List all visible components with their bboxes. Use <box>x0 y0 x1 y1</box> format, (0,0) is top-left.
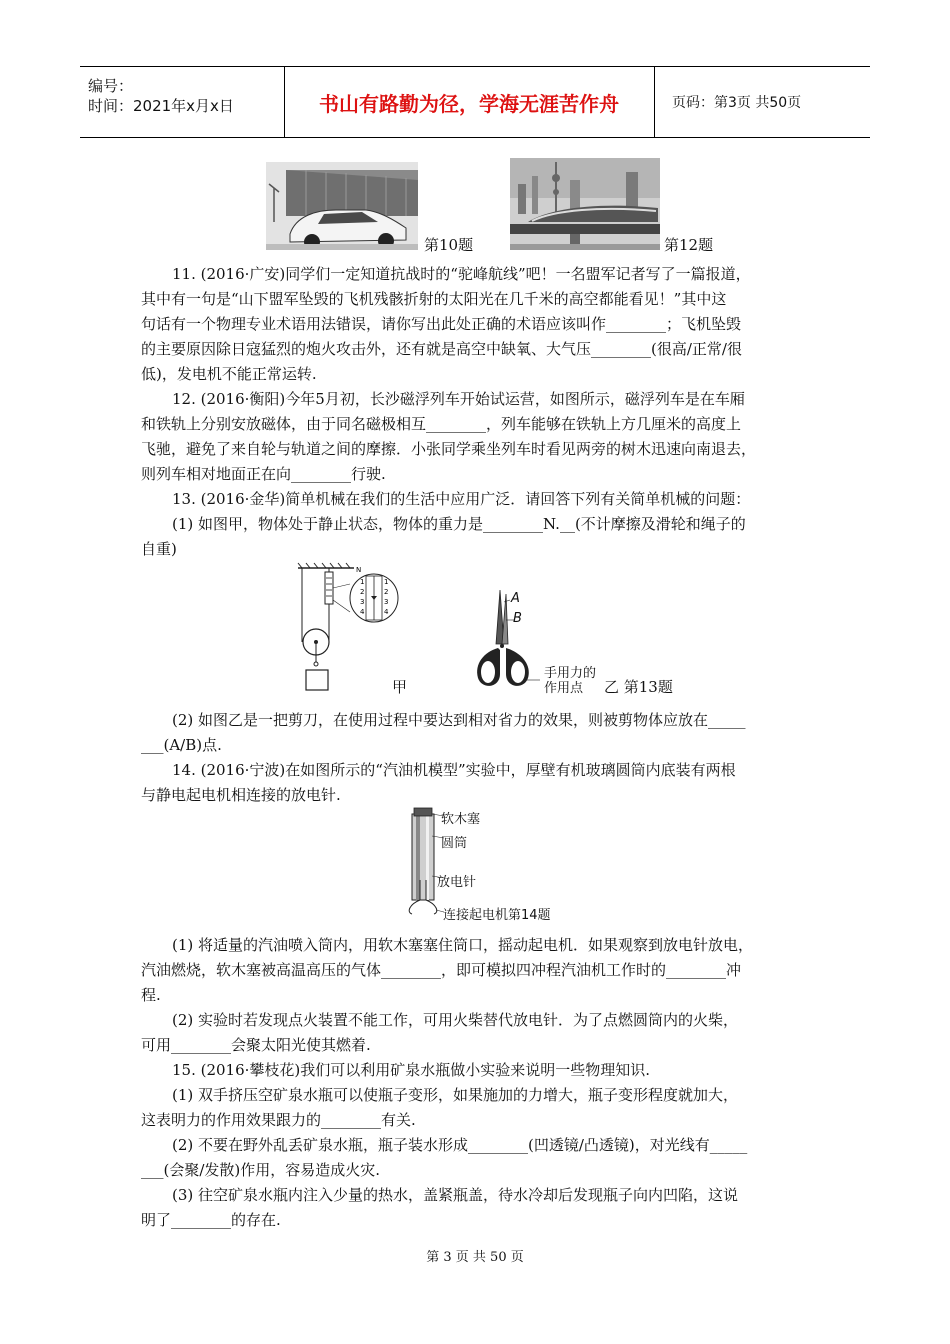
q15-2-line2: ___(会聚/发散)作用，容易造成火灾. <box>141 1161 381 1179</box>
page-info: 页码：第3页 共50页 <box>672 95 802 111</box>
scale-tick-left: 3 <box>360 598 365 606</box>
q11-line2: 其中有一句是“山下盟军坠毁的飞机残骸折射的太阳光在几千米的高空都能看见！”其中这 <box>141 290 727 308</box>
force-point-label-2: 作用点 <box>544 681 584 696</box>
q14-line1: 14. (2016·宁波)在如图所示的“汽油机模型”实验中，厚壁有机玻璃圆筒内底装有两根 <box>172 761 736 779</box>
force-point-label-1: 手用力的 <box>544 666 597 681</box>
q13-1-line1: (1) 如图甲，物体处于静止状态，物体的重力是________N.__(不计摩擦及滑轮和绳子的 <box>172 515 746 533</box>
q15-1-line1: (1) 双手挤压空矿泉水瓶可以使瓶子变形，如果施加的力增大，瓶子变形程度就加大， <box>172 1086 739 1104</box>
q12-line3: 飞驰，避免了来自轮与轨道之间的摩擦．小张同学乘坐列车时看见两旁的树木迅速向南退去， <box>141 440 757 458</box>
q14-1-line3: 程. <box>141 986 161 1004</box>
q12-line2: 和铁轨上分别安放磁体，由于同名磁极相互________，列车能够在铁轨上方几厘米的高度上 <box>141 415 742 433</box>
fig10-caption: 第10题 <box>424 236 474 254</box>
q13-1-line2: 自重) <box>141 540 177 558</box>
q11-line1: 11. (2016·广安)同学们一定知道抗战时的“驼峰航线”吧！一名盟军记者写了一篇报道， <box>172 265 751 283</box>
q14-1-line1: (1) 将适量的汽油喷入筒内，用软木塞塞住筒口，摇动起电机．如果观察到放电针放电， <box>172 936 754 954</box>
maglev-photo <box>510 158 660 250</box>
scale-unit-N: N <box>356 566 362 574</box>
point-B-label: B <box>513 611 522 626</box>
q14-2-line2: 可用________会聚太阳光使其燃着. <box>141 1036 371 1054</box>
page-footer: 第 3 页 共 50 页 <box>426 1250 524 1265</box>
q14-line2: 与静电起电机相连接的放电针. <box>141 786 341 804</box>
scale-tick-right: 3 <box>384 598 389 606</box>
q11-line4: 的主要原因除日寇猛烈的炮火攻击外，还有就是高空中缺氧、大气压________(很高/正常/很 <box>141 340 742 358</box>
q11-line5: 低)，发电机不能正常运转. <box>141 365 317 383</box>
q12-line1: 12. (2016·衡阳)今年5月初，长沙磁浮列车开始试运营，如图所示，磁浮列车是在车厢 <box>172 390 745 408</box>
code-label: 编号： <box>88 77 134 95</box>
q14-2-line1: (2) 实验时若发现点火装置不能工作，可用火柴替代放电针．为了点燃圆筒内的火柴， <box>172 1011 739 1029</box>
fig13-yi-caption: 乙 第13题 <box>604 678 673 696</box>
page-header <box>80 66 870 138</box>
q13-2-line2: ___(A/B)点. <box>141 736 222 754</box>
fig12-caption: 第12题 <box>664 236 714 254</box>
scale-tick-left: 1 <box>360 578 365 586</box>
generator-label: 连接起电机第14题 <box>443 908 551 923</box>
q15-3-line2: 明了________的存在. <box>141 1211 281 1229</box>
scissors-diagram <box>470 586 540 694</box>
q11-line3: 句话有一个物理专业术语用法错误，请你写出此处正确的术语应该叫作________；飞机坠毁 <box>141 315 742 333</box>
scale-tick-right: 4 <box>384 608 389 616</box>
fig13-jia-label: 甲 <box>392 678 408 696</box>
scale-tick-left: 4 <box>360 608 365 616</box>
tube-label: 圆筒 <box>441 836 468 851</box>
point-A-label: A <box>511 591 520 606</box>
cork-label: 软木塞 <box>441 812 481 827</box>
time-label: 时间：2021年x月x日 <box>88 97 234 115</box>
needle-label: 放电针 <box>437 875 477 890</box>
car-photo <box>266 162 418 250</box>
scale-tick-left: 2 <box>360 588 365 596</box>
q15-line1: 15. (2016·攀枝花)我们可以利用矿泉水瓶做小实验来说明一些物理知识. <box>172 1061 651 1079</box>
q12-line4: 则列车相对地面正在向________行驶. <box>141 465 386 483</box>
q15-3-line1: (3) 往空矿泉水瓶内注入少量的热水，盖紧瓶盖，待水冷却后发现瓶子向内凹陷，这说 <box>172 1186 739 1204</box>
q15-2-line1: (2) 不要在野外乱丢矿泉水瓶，瓶子装水形成________(凹透镜/凸透镜)，对光线有_____ <box>172 1136 748 1154</box>
q13-2-line1: (2) 如图乙是一把剪刀，在使用过程中要达到相对省力的效果，则被剪物体应放在_____ <box>172 711 746 729</box>
scale-tick-right: 1 <box>384 578 389 586</box>
page-info-cell <box>664 67 870 137</box>
q14-1-line2: 汽油燃烧，软木塞被高温高压的气体________，即可模拟四冲程汽油机工作时的________冲 <box>141 961 742 979</box>
pulley-diagram <box>292 562 404 694</box>
q13-line1: 13. (2016·金华)简单机械在我们的生活中应用广泛．请回答下列有关简单机械的问题： <box>172 490 751 508</box>
motto: 书山有路勤为径，学海无涯苦作舟 <box>284 67 655 137</box>
q15-1-line2: 这表明力的作用效果跟力的________有关. <box>141 1111 416 1129</box>
scale-tick-right: 2 <box>384 588 389 596</box>
header-meta <box>80 67 285 137</box>
